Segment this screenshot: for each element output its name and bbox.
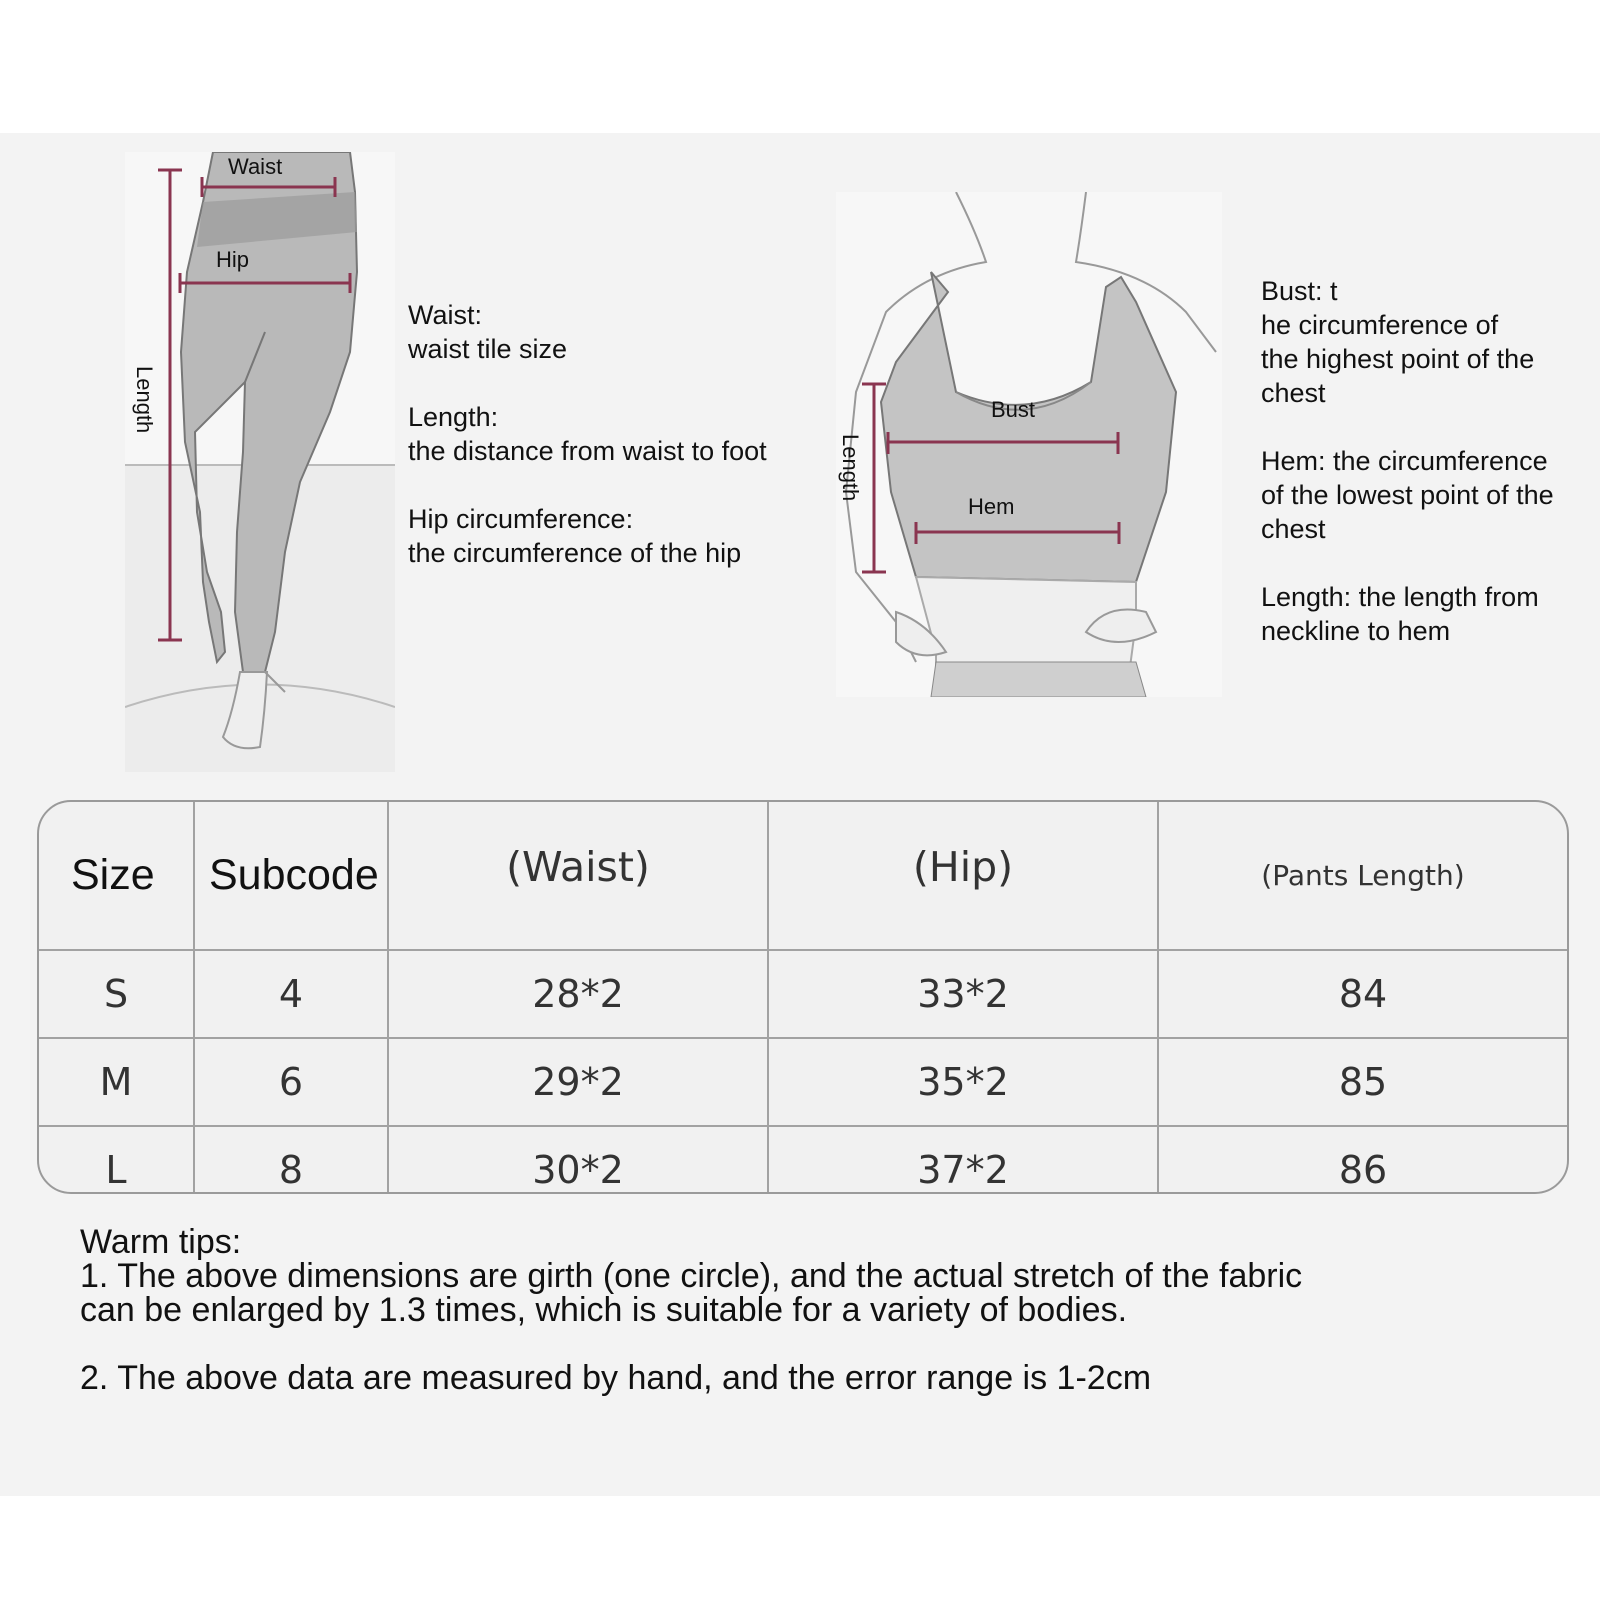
cell-hip: 35*2 (768, 1038, 1158, 1126)
cell-size: L (39, 1126, 194, 1194)
desc-hip (408, 502, 767, 570)
cell-subcode: 4 (194, 950, 388, 1038)
desc-line: of the lowest point of the (1261, 480, 1554, 510)
desc-term: Length: (408, 402, 499, 432)
cell-subcode: 6 (194, 1038, 388, 1126)
sports-bra-illustration (836, 192, 1222, 697)
cell-hip: 33*2 (768, 950, 1158, 1038)
desc-line: the highest point of the (1261, 344, 1535, 374)
desc-definition: waist tile size (408, 334, 568, 364)
desc-bust (1261, 274, 1554, 410)
desc-definition: the circumference of the hip (408, 538, 742, 568)
cell-waist: 29*2 (388, 1038, 768, 1126)
table-header-row (39, 802, 1567, 950)
desc-waist (408, 298, 767, 366)
header-pants-length: (Pants Length) (1158, 802, 1567, 950)
desc-line: Length: the length from (1261, 582, 1539, 612)
desc-definition: the distance from waist to foot (408, 436, 767, 466)
desc-line: chest (1261, 378, 1326, 408)
desc-term: Waist: (408, 300, 482, 330)
bra-description (1261, 274, 1554, 682)
cell-size: M (39, 1038, 194, 1126)
cell-subcode: 8 (194, 1126, 388, 1194)
cell-waist: 28*2 (388, 950, 768, 1038)
leggings-illustration (125, 152, 395, 772)
desc-term: Hip circumference: (408, 504, 634, 534)
header-subcode: Subcode (194, 802, 388, 950)
tips-title: Warm tips: (80, 1223, 242, 1261)
desc-line: neckline to hem (1261, 616, 1451, 646)
leggings-hip-label: Hip (216, 247, 250, 272)
leggings-length-label: Length (132, 366, 157, 434)
cell-hip: 37*2 (768, 1126, 1158, 1194)
table-row (39, 1038, 1567, 1126)
bra-length-label: Length (838, 434, 863, 502)
header-size: Size (39, 802, 194, 950)
cell-size: S (39, 950, 194, 1038)
desc-hem (1261, 444, 1554, 546)
bra-bust-label: Bust (991, 397, 1036, 422)
table-row (39, 950, 1567, 1038)
header-hip: (Hip) (768, 802, 1158, 950)
bra-hem-label: Hem (968, 494, 1015, 519)
desc-line: he circumference of (1261, 310, 1499, 340)
desc-length (408, 400, 767, 468)
warm-tips (80, 1225, 1302, 1395)
desc-line: Hem: the circumference (1261, 446, 1548, 476)
desc-length (1261, 580, 1554, 648)
tips-line-2: 2. The above data are measured by hand, and the error range is 1-2cm (80, 1359, 1152, 1397)
cell-pants-length: 86 (1338, 1148, 1388, 1192)
cell-pants-length: 84 (1158, 950, 1567, 1038)
cell-pants-length: 85 (1158, 1038, 1567, 1126)
leggings-waist-label: Waist (228, 154, 283, 179)
desc-line: chest (1261, 514, 1326, 544)
table-row (39, 1126, 1567, 1194)
header-waist: (Waist) (388, 802, 768, 950)
cell-waist: 30*2 (388, 1126, 768, 1194)
size-table (37, 800, 1569, 1194)
leggings-description (408, 298, 767, 604)
tips-line-1: 1. The above dimensions are girth (one circle), and the actual stretch of the fabric (80, 1257, 1303, 1295)
desc-line: Bust: t (1261, 276, 1338, 306)
tips-line-1b: can be enlarged by 1.3 times, which is suitable for a variety of bodies. (80, 1291, 1128, 1329)
